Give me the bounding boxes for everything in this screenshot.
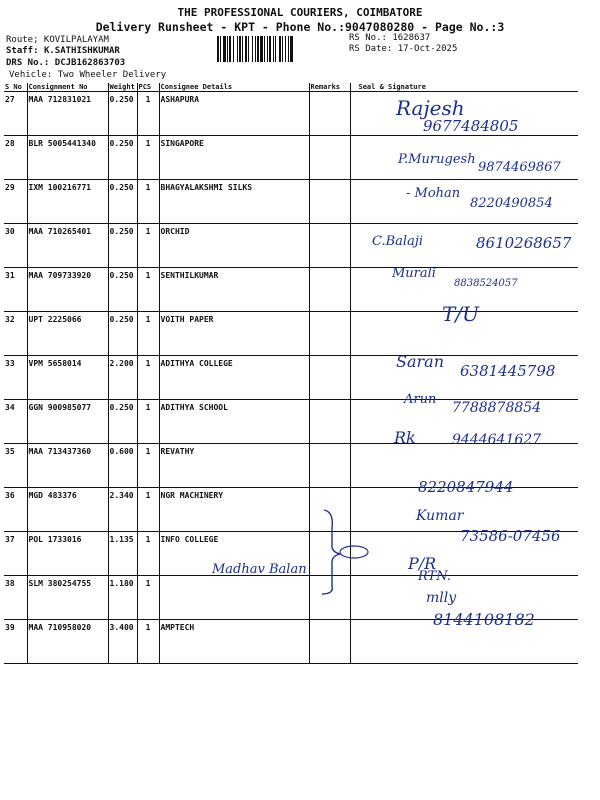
- cell-weight: 0.250: [108, 400, 137, 444]
- cell-consignment: MGD 483376: [27, 488, 108, 532]
- cell-consignment: POL 1733016: [27, 532, 108, 576]
- cell-sno: 39: [4, 620, 27, 664]
- handwritten-name: Arun: [404, 392, 437, 407]
- cell-consignee: BHAGYALAKSHMI SILKS: [159, 180, 309, 224]
- cell-consignee: SINGAPORE: [159, 136, 309, 180]
- cell-remarks: [309, 224, 350, 268]
- signature-mark: Rk: [394, 428, 416, 447]
- cell-pcs: 1: [137, 400, 159, 444]
- cell-sno: 35: [4, 444, 27, 488]
- cell-remarks: [309, 92, 350, 136]
- cell-pcs: 1: [137, 92, 159, 136]
- cell-pcs: 1: [137, 576, 159, 620]
- cell-consignee: ASHAPURA: [159, 92, 309, 136]
- col-header-sno: S No: [4, 83, 27, 92]
- cell-sno: 27: [4, 92, 27, 136]
- cell-consignment: MAA 710265401: [27, 224, 108, 268]
- col-header-signature: Seal & Signature: [350, 83, 578, 92]
- handwritten-phone: 8838524057: [454, 278, 518, 289]
- cell-weight: 0.250: [108, 180, 137, 224]
- cell-weight: 2.340: [108, 488, 137, 532]
- drs-number: DCJB162863703: [54, 58, 126, 68]
- cell-consignee: REVATHY: [159, 444, 309, 488]
- cell-remarks: [309, 356, 350, 400]
- handwritten-phone: 8220490854: [470, 196, 553, 211]
- handwritten-phone: 73586-07456: [460, 527, 561, 545]
- cell-consignee: ADITHYA COLLEGE: [159, 356, 309, 400]
- cell-consignee: VOITH PAPER: [159, 312, 309, 356]
- handwritten-name: Murali: [392, 266, 436, 281]
- rs-date: RS Date: 17-Oct-2025: [349, 44, 458, 54]
- cell-pcs: 1: [137, 312, 159, 356]
- handwritten-phone: 9874469867: [478, 160, 561, 175]
- cell-consignment: IXM 100216771: [27, 180, 108, 224]
- handwritten-name: - Mohan: [406, 186, 461, 201]
- cell-remarks: [309, 400, 350, 444]
- cell-remarks: [309, 312, 350, 356]
- cell-weight: 0.250: [108, 312, 137, 356]
- cell-weight: 3.400: [108, 620, 137, 664]
- cell-remarks: [309, 268, 350, 312]
- cell-weight: 0.250: [108, 224, 137, 268]
- cell-weight: 0.250: [108, 136, 137, 180]
- staff-label: Staff:: [6, 46, 39, 56]
- drs-label: DRS No.:: [6, 58, 50, 68]
- table-row: [4, 312, 578, 356]
- handwritten-name: C.Balaji: [372, 234, 424, 249]
- cell-consignment: BLR 5005441340: [27, 136, 108, 180]
- cell-sno: 36: [4, 488, 27, 532]
- handwritten-name: P.Murugesh: [398, 152, 476, 167]
- cell-consignee: ADITHYA SCHOOL: [159, 400, 309, 444]
- cell-consignment: MAA 710958020: [27, 620, 108, 664]
- cell-weight: 1.135: [108, 532, 137, 576]
- handwritten-phone: 6381445798: [460, 362, 556, 380]
- cell-sno: 29: [4, 180, 27, 224]
- handwritten-phone: 9444641627: [452, 432, 542, 448]
- cell-consignee: INFO COLLEGE: [159, 532, 309, 576]
- vehicle-info: Vehicle: Two Wheeler Delivery: [9, 70, 167, 80]
- cell-remarks: [309, 444, 350, 488]
- handwritten-note: T/U: [442, 302, 479, 326]
- table-row: [4, 268, 578, 312]
- cell-sno: 28: [4, 136, 27, 180]
- cell-consignment: MAA 712831021: [27, 92, 108, 136]
- handwritten-name: Kumar: [416, 508, 464, 524]
- col-header-consignee: Consignee Details: [159, 83, 309, 92]
- handwritten-phone: 8144108182: [433, 610, 535, 629]
- cell-consignee: SENTHILKUMAR: [159, 268, 309, 312]
- table-header-row: [4, 83, 578, 92]
- staff-info: [6, 46, 120, 56]
- cell-consignment: MAA 713437360: [27, 444, 108, 488]
- cell-sno: 34: [4, 400, 27, 444]
- col-header-remarks: Remarks: [309, 83, 350, 92]
- cell-weight: 0.250: [108, 268, 137, 312]
- signature-mark: mlly: [426, 590, 457, 606]
- cell-remarks: [309, 136, 350, 180]
- cell-sno: 37: [4, 532, 27, 576]
- cell-consignee: ORCHID: [159, 224, 309, 268]
- cell-consignee: AMPTECH: [159, 620, 309, 664]
- cell-weight: 0.250: [108, 92, 137, 136]
- cell-pcs: 1: [137, 532, 159, 576]
- drs-info: [6, 58, 125, 68]
- cell-sno: 30: [4, 224, 27, 268]
- cell-pcs: 1: [137, 488, 159, 532]
- document-title: THE PROFESSIONAL COURIERS, COIMBATORE: [177, 6, 423, 19]
- staff-name: K.SATHISHKUMAR: [43, 46, 120, 56]
- cell-consignment: MAA 709733920: [27, 268, 108, 312]
- cell-sno: 32: [4, 312, 27, 356]
- cell-weight: 0.600: [108, 444, 137, 488]
- col-header-pcs: PCS: [137, 83, 159, 92]
- handwritten-name: Saran: [396, 352, 444, 371]
- cell-remarks: [309, 180, 350, 224]
- cell-consignment: VPM 5658014: [27, 356, 108, 400]
- cell-consignment: SLM 380254755: [27, 576, 108, 620]
- cell-pcs: 1: [137, 444, 159, 488]
- col-header-consignment: Consignment No: [27, 83, 108, 92]
- cell-consignment: UPT 2225066: [27, 312, 108, 356]
- cell-weight: 2.200: [108, 356, 137, 400]
- handwritten-phone: 8220847944: [418, 478, 514, 496]
- cell-pcs: 1: [137, 620, 159, 664]
- route-info: Route; KOVILPALAYAM: [6, 35, 109, 45]
- cell-pcs: 1: [137, 180, 159, 224]
- cell-sno: 33: [4, 356, 27, 400]
- rs-number: RS No.: 1628637: [349, 33, 431, 43]
- cell-consignee: NGR MACHINERY: [159, 488, 309, 532]
- signature-mark: Rajesh: [396, 96, 465, 120]
- cell-sno: 31: [4, 268, 27, 312]
- runsheet-subtitle: Delivery Runsheet - KPT - Phone No.:9047080280 - Page No.:3: [95, 20, 505, 34]
- cell-pcs: 1: [137, 224, 159, 268]
- cell-pcs: 1: [137, 268, 159, 312]
- cell-pcs: 1: [137, 356, 159, 400]
- handwritten-note: RTN.: [418, 569, 451, 584]
- handwritten-phone: 8610268657: [476, 234, 572, 252]
- col-header-weight: Weight: [108, 83, 137, 92]
- cell-consignment: GGN 900985077: [27, 400, 108, 444]
- brace-mark: [316, 506, 376, 596]
- cell-remarks: [309, 620, 350, 664]
- handwritten-name: Madhav Balan: [212, 562, 307, 577]
- cell-weight: 1.180: [108, 576, 137, 620]
- cell-consignee: [159, 576, 309, 620]
- handwritten-phone: 9677484805: [423, 117, 519, 135]
- handwritten-phone: 7788878854: [452, 400, 542, 416]
- handwritten-note: P/R: [408, 554, 437, 573]
- barcode-icon: [216, 36, 346, 62]
- cell-sno: 38: [4, 576, 27, 620]
- cell-pcs: 1: [137, 136, 159, 180]
